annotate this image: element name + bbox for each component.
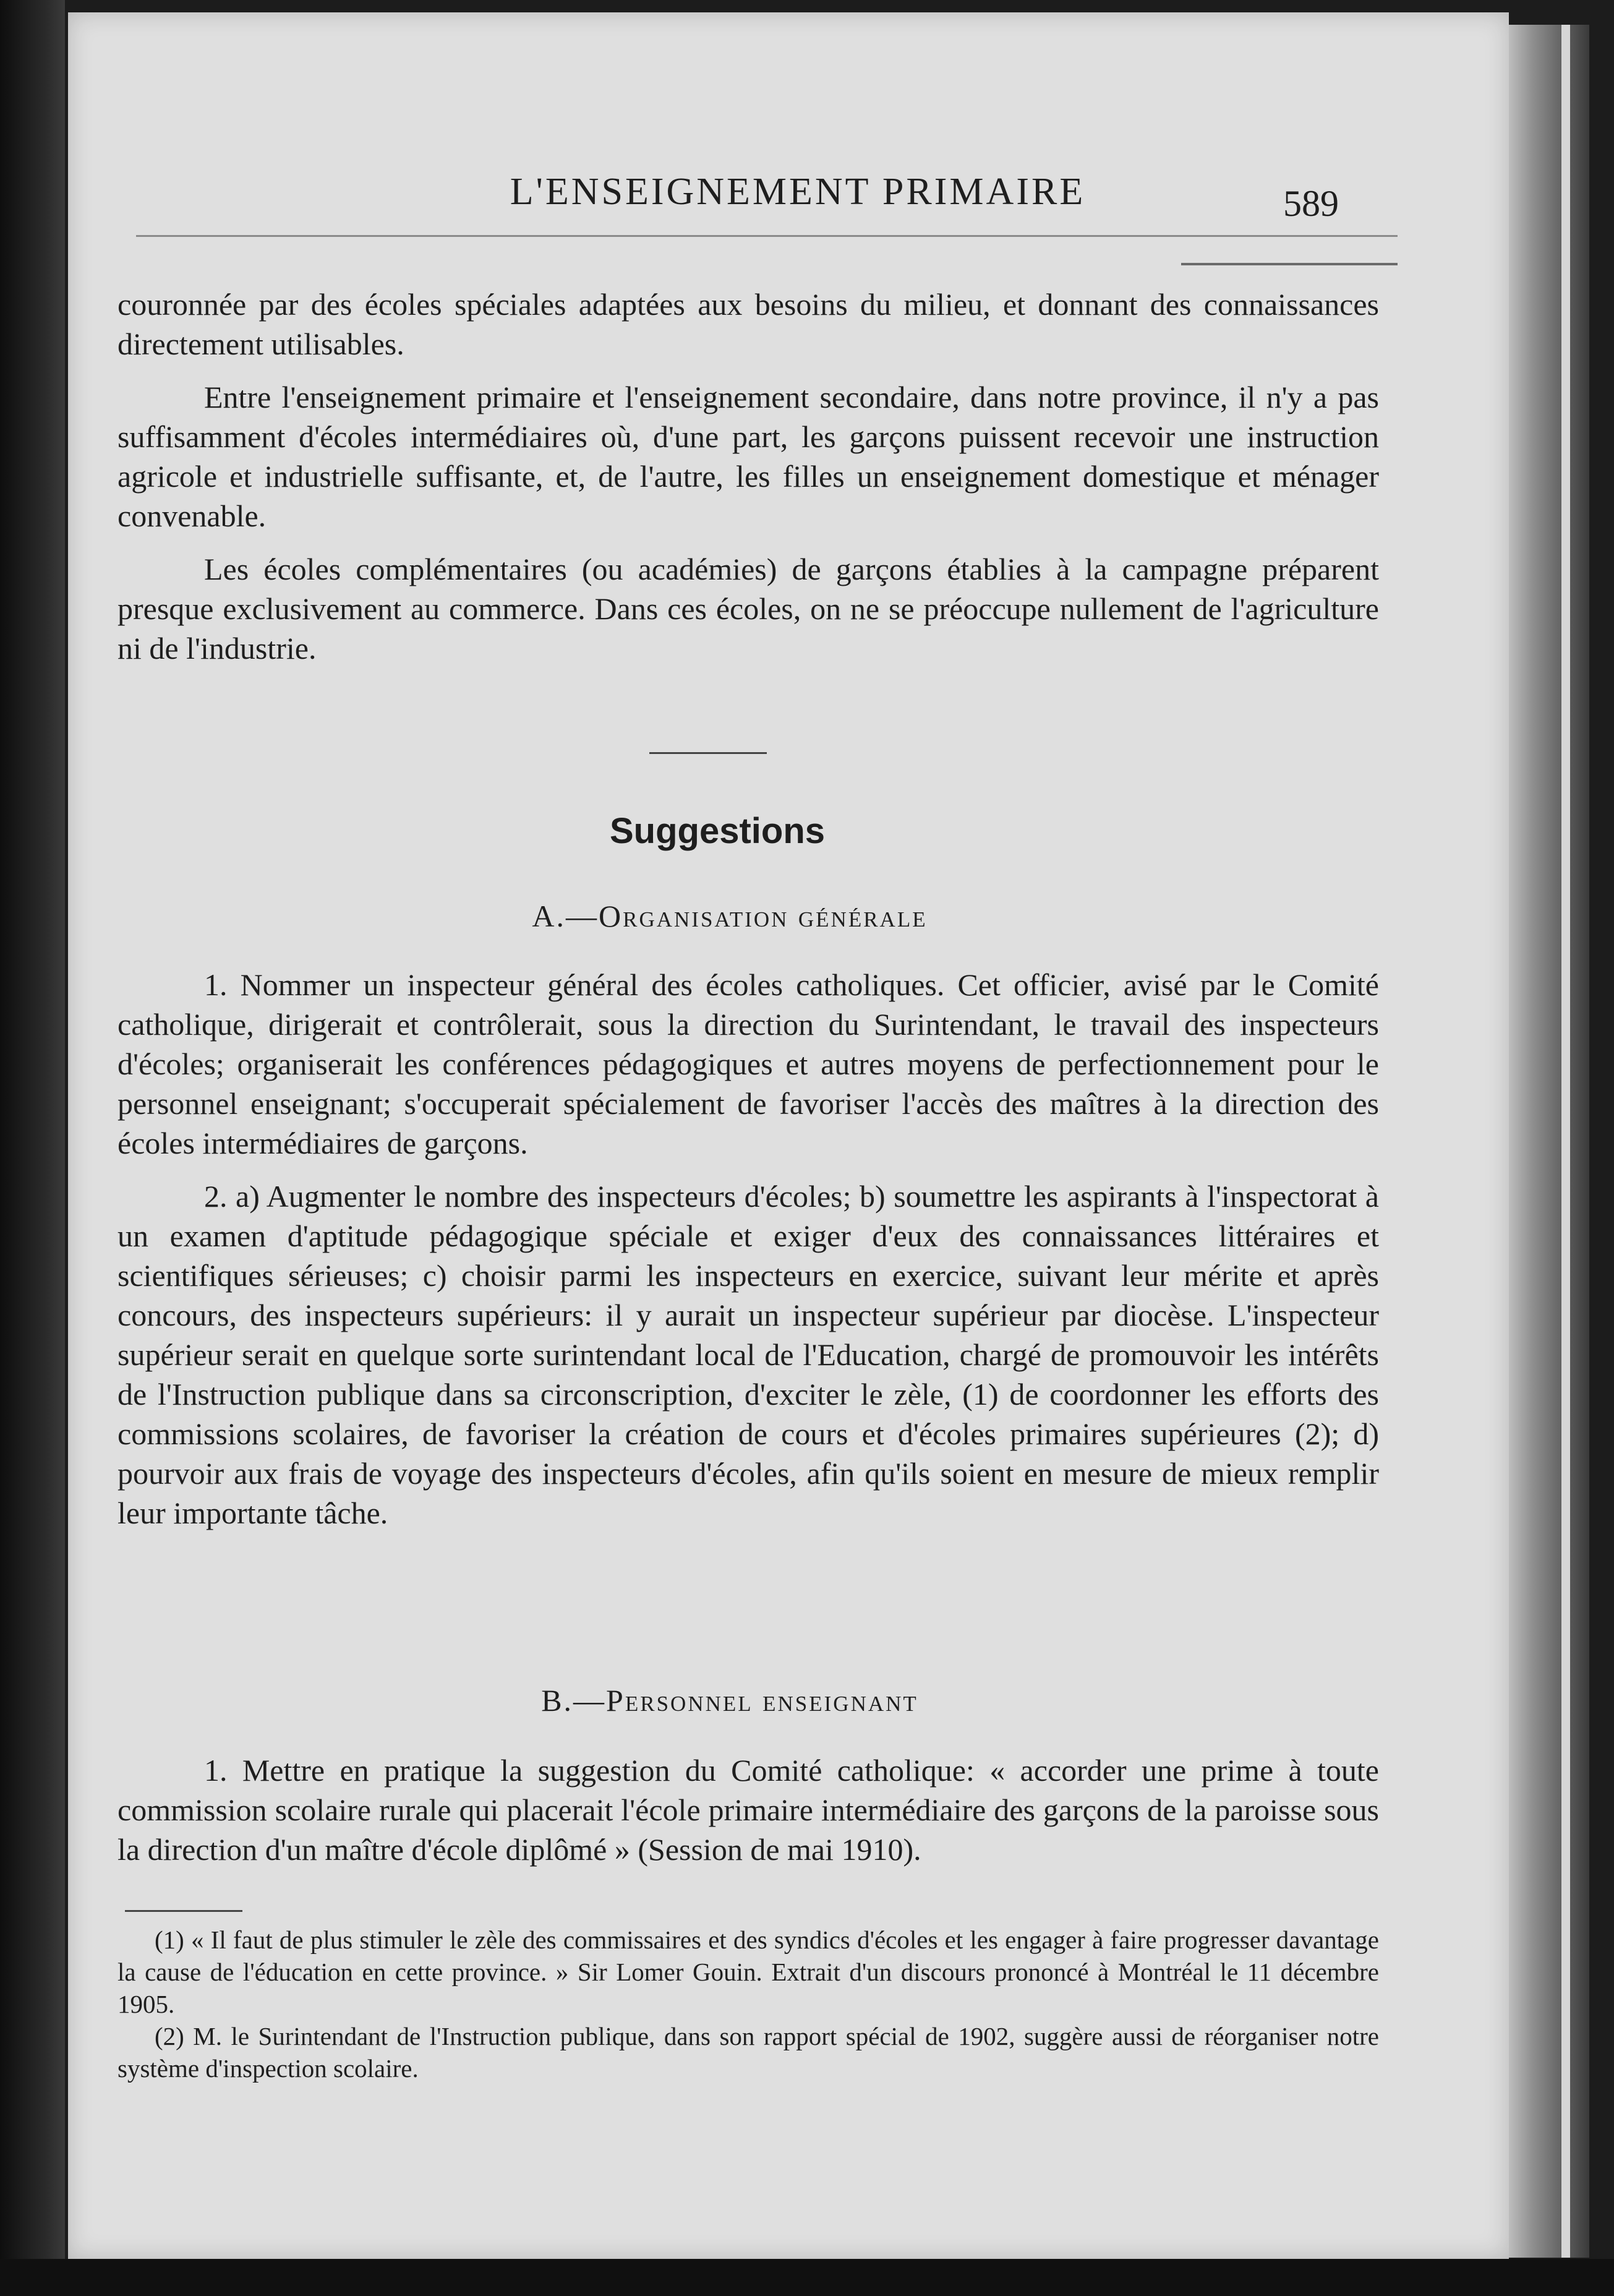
page-edge-highlight <box>1561 25 1570 2258</box>
intro-paragraph: Les écoles complémentaires (ou académies) de garçons établies à la campagne préparent presque exclusivement au commerce. Dans ces écoles, on ne se préoccupe nullement de l'agriculture ni de l'industrie. <box>117 552 1379 666</box>
running-title: L'ENSEIGNEMENT PRIMAIRE <box>510 171 1086 213</box>
suggestion-item: 2. a) Augmenter le nombre des inspecteurs d'écoles; b) soumettre les aspirants à l'inspectorat à un examen d'aptitude pédagogique spéciale et exiger d'eux des connaissances littéraires et scientifiques sérieuses; c) choisir parmi les inspecteurs en exercice, suivant leur mérite et après concours, des inspecteurs supérieurs: il y aurait un inspecteur supérieur par diocèse. L'inspecteur supérieur serait en quelque sorte surintendant local de l'Education, chargé de promouvoir les intérêts de l'Instruction publique dans sa circonscription, d'exciter le zèle, (1) de coordonner les efforts des commissions scolaires, de favoriser la création de cours et d'écoles primaires supérieures (2); d) pourvoir aux frais de voyage des inspecteurs d'écoles, afin qu'ils soient en mesure de mieux remplir leur importante tâche. <box>117 1179 1379 1530</box>
page-edge-shadow <box>1509 25 1589 2258</box>
section-a-text <box>117 965 1379 1533</box>
intro-text <box>117 285 1379 668</box>
footnotes <box>117 1924 1379 2084</box>
book-spine-shadow <box>0 0 65 2296</box>
intro-paragraph: Entre l'enseignement primaire et l'enseignement secondaire, dans notre province, il n'y a pas suffisamment d'écoles intermédiaires où, d'une part, les garçons puissent recevoir une instruction agricole et industrielle suffisante, et, de l'autre, les filles un enseignement domestique et ménager convenable. <box>117 380 1379 533</box>
suggestion-item: 1. Nommer un inspecteur général des écoles catholiques. Cet officier, avisé par le Comité catholique, dirigerait et contrôlerait, sous la direction du Surintendant, le travail des inspecteurs d'écoles; organiserait les conférences pédagogiques et autres moyens de perfectionnement pour le personnel enseignant; s'occuperait spécialement de favoriser l'accès des maîtres à la direction des écoles intermédiaires de garçons. <box>117 967 1379 1160</box>
footnote: (1) « Il faut de plus stimuler le zèle des commissaires et des syndics d'écoles et les engager à faire progresser davantage la cause de l'éducation en cette province. » Sir Lomer Gouin. Extrait d'un discours prononcé à Montréal le 11 décembre 1905. <box>117 1925 1379 2018</box>
intro-paragraph: couronnée par des écoles spéciales adaptées aux besoins du milieu, et donnant des connaissances directement utilisables. <box>117 287 1379 361</box>
header-rule <box>136 235 1398 237</box>
footnote: (2) M. le Surintendant de l'Instruction publique, dans son rapport spécial de 1902, suggère aussi de réorganiser notre système d'inspection scolaire. <box>117 2022 1379 2083</box>
section-a-heading: A.—Organisation générale <box>532 899 928 933</box>
section-b-heading: B.—Personnel enseignant <box>541 1683 918 1718</box>
footnote-rule <box>125 1910 242 1912</box>
scan-bottom-border <box>0 2259 1614 2296</box>
section-divider <box>649 752 767 754</box>
suggestion-item: 1. Mettre en pratique la suggestion du Comité catholique: « accorder une prime à toute commission scolaire rurale qui placerait l'école primaire intermédiaire des garçons de la paroisse sous la direction d'un maître d'école diplômé » (Session de mai 1910). <box>117 1753 1379 1867</box>
book-page <box>68 12 1509 2259</box>
section-b-text <box>117 1750 1379 1869</box>
suggestions-heading: Suggestions <box>609 811 826 851</box>
page-number: 589 <box>1283 183 1339 224</box>
header-rule-short <box>1181 263 1398 265</box>
